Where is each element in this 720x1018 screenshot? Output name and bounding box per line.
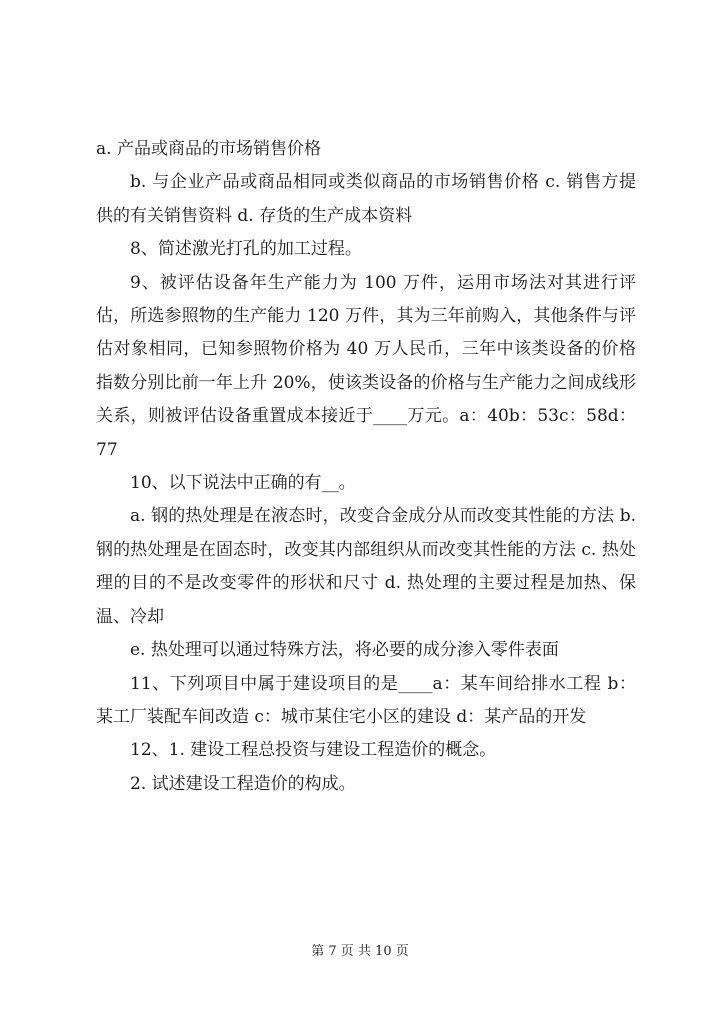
paragraph-question-10-option-e: e. 热处理可以通过特殊方法，将必要的成分渗入零件表面	[130, 640, 559, 661]
document-body	[96, 133, 636, 801]
paragraph-question-12-2: 2. 试述建设工程造价的构成。	[130, 773, 356, 794]
page-footer: 第 7 页 共 10 页	[311, 944, 409, 959]
paragraph-question-10-options: a. 钢的热处理是在液态时，改变合金成分从而改变其性能的方法 b. 钢的热处理是在固态时，改变其内部组织从而改变其性能的方法 c. 热处理的目的不是改变零件的形状和尺寸 d. 热处理的主要过程是加热、保温、冷却	[96, 506, 636, 627]
paragraph-question-8: 8、简述激光打孔的加工过程。	[130, 239, 362, 260]
paragraph-question-10: 10、以下说法中正确的有__。	[130, 473, 356, 494]
paragraph-question-12-1: 12、1. 建设工程总投资与建设工程造价的概念。	[130, 740, 497, 761]
paragraph-question-9: 9、被评估设备年生产能力为 100 万件，运用市场法对其进行评估，所选参照物的生产能力 120 万件，其为三年前购入，其他条件与评估对象相同，已知参照物价格为 40 万人民币，三年中该类设备的价格指数分别比前一年上升 20%，使该类设备的价格与生产能力之间成线形关系，则被评估设备重置成本接近于____万元。a：40b：53c：58d：77	[96, 272, 636, 460]
paragraph-options-bcd: b. 与企业产品或商品相同或类似商品的市场销售价格 c. 销售方提供的有关销售资料 d. 存货的生产成本资料	[96, 172, 636, 226]
paragraph-question-11: 11、下列项目中属于建设项目的是____a：某车间给排水工程 b：某工厂装配车间改造 c：城市某住宅小区的建设 d：某产品的开发	[96, 673, 636, 727]
paragraph-option-a: a. 产品或商品的市场销售价格	[96, 139, 321, 159]
